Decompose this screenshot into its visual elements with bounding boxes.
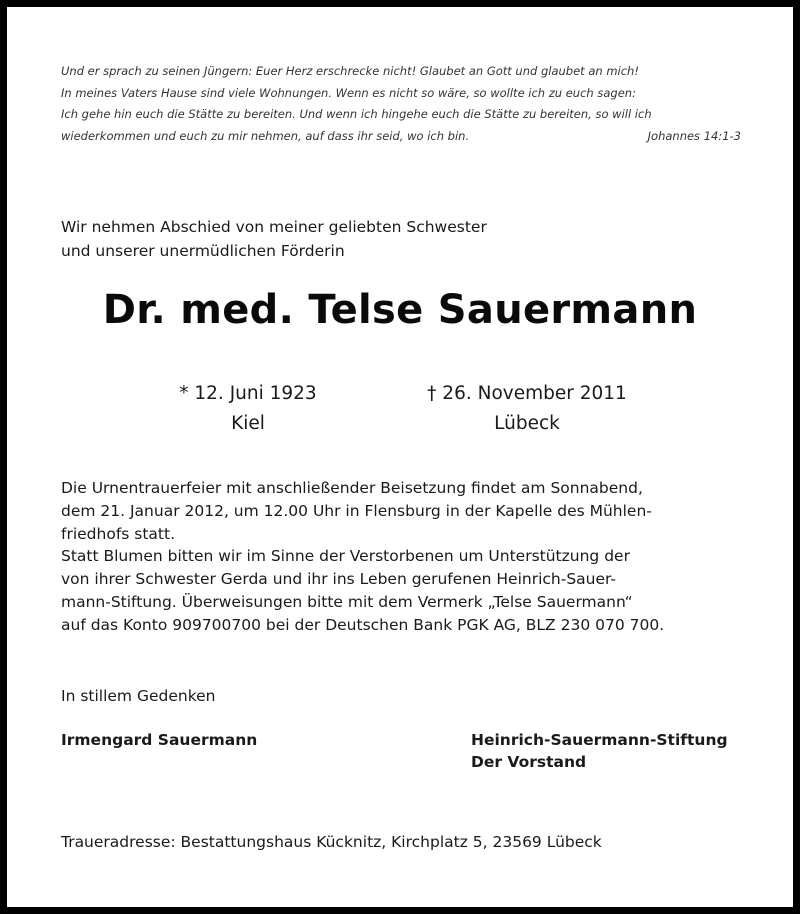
signer-name: Heinrich-Sauermann-Stiftung: [471, 731, 728, 749]
funeral-announcement: [61, 477, 761, 637]
verse-line: [61, 126, 741, 148]
verse-text: wiederkommen und euch zu mir nehmen, auf dass ihr seid, wo ich bin.: [61, 128, 470, 143]
memory-line: In stillem Gedenken: [61, 687, 216, 705]
death-place: Lübeck: [494, 413, 560, 434]
verse-line: Ich gehe hin euch die Stätte zu bereiten. Und wenn ich hingehe euch die Stätte zu bereiten, so will ich: [61, 107, 652, 121]
obituary-notice: [6, 6, 794, 908]
intro-line: und unserer unermüdlichen Förderin: [61, 242, 345, 260]
signer-family: [61, 729, 257, 751]
announcement-line: friedhofs statt.: [61, 524, 176, 543]
intro-line: Wir nehmen Abschied von meiner geliebten Schwester: [61, 218, 487, 236]
verse-line: In meines Vaters Hause sind viele Wohnungen. Wenn es nicht so wäre, so wollte ich zu euch sagen:: [61, 85, 636, 100]
birth-place: Kiel: [231, 413, 265, 434]
death-date: † 26. November 2011: [427, 383, 627, 404]
announcement-line: Statt Blumen bitten wir im Sinne der Verstorbenen um Unterstützung der: [61, 547, 630, 566]
signer-name: Irmengard Sauermann: [61, 731, 258, 749]
bible-verse: [61, 61, 741, 147]
signer-role: Der Vorstand: [471, 753, 587, 771]
verse-line: Und er sprach zu seinen Jüngern: Euer Herz erschrecke nicht! Glaubet an Gott und glaubet an mich!: [61, 64, 639, 78]
death-info: [411, 379, 643, 439]
birth-info: [163, 379, 333, 439]
farewell-intro: [61, 215, 487, 263]
signer-foundation: [471, 729, 728, 773]
verse-reference: Johannes 14:1-3: [647, 128, 741, 143]
deceased-name: Dr. med. Telse Sauermann: [102, 287, 698, 333]
mourning-address: Traueradresse: Bestattungshaus Kücknitz, Kirchplatz 5, 23569 Lübeck: [61, 833, 602, 851]
announcement-line: mann-Stiftung. Überweisungen bitte mit dem Vermerk „Telse Sauermann“: [61, 592, 633, 611]
announcement-line: auf das Konto 909700700 bei der Deutschen Bank PGK AG, BLZ 230 070 700.: [61, 615, 665, 634]
announcement-line: dem 21. Januar 2012, um 12.00 Uhr in Flensburg in der Kapelle des Mühlen-: [61, 501, 652, 520]
announcement-line: von ihrer Schwester Gerda und ihr ins Leben gerufenen Heinrich-Sauer-: [61, 570, 616, 589]
birth-date: * 12. Juni 1923: [179, 383, 317, 404]
announcement-line: Die Urnentrauerfeier mit anschließender Beisetzung findet am Sonnabend,: [61, 479, 643, 497]
